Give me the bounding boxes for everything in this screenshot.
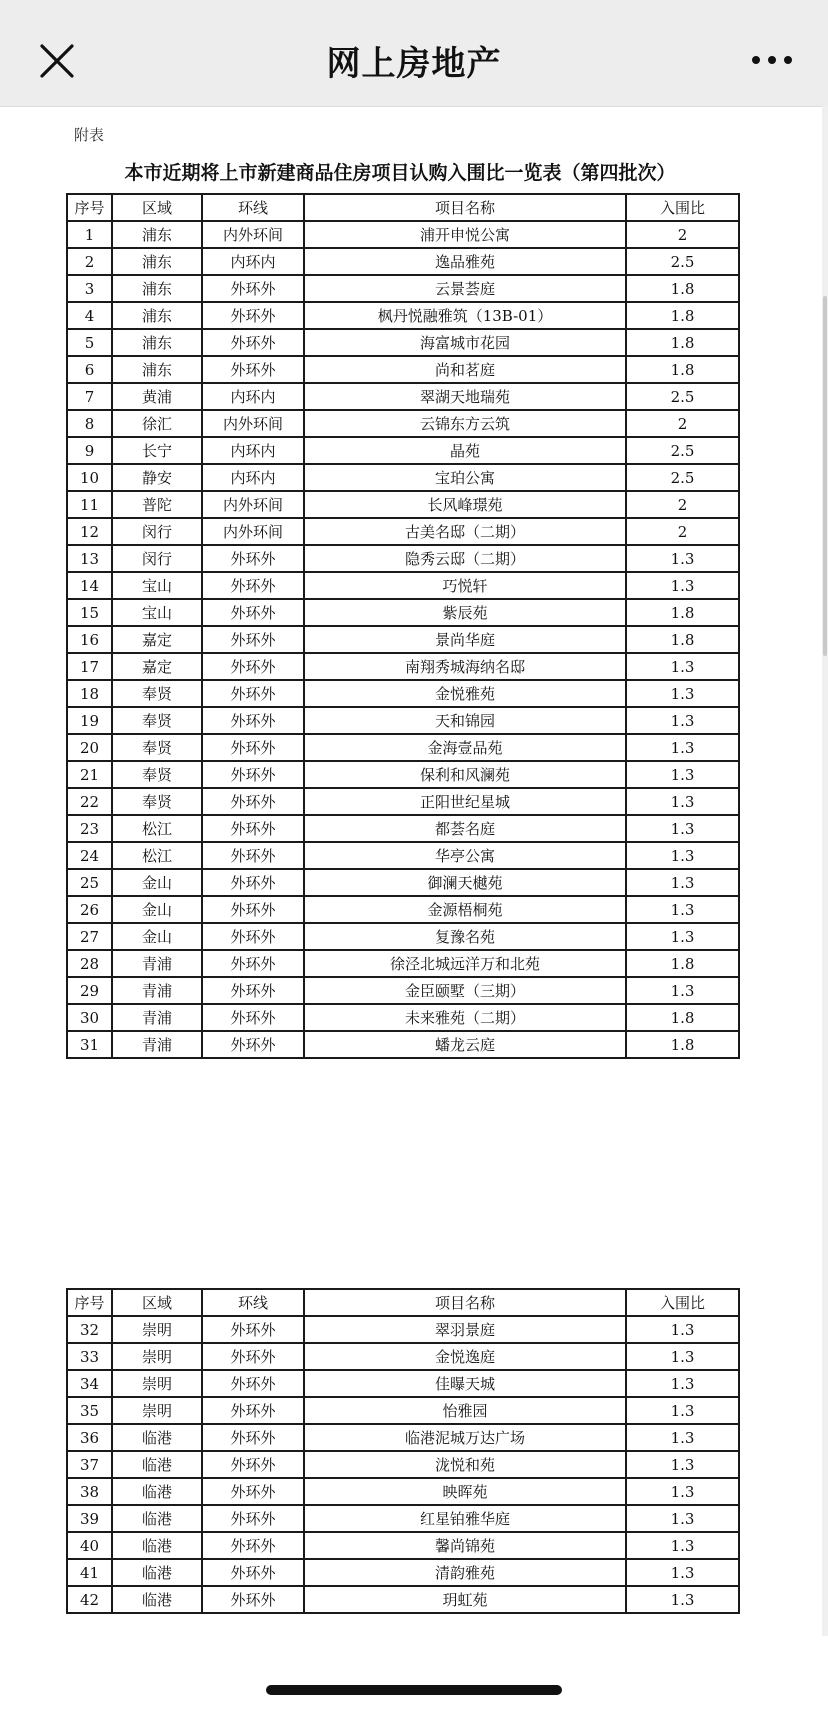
cell-project-name: 映晖苑 <box>304 1478 626 1505</box>
cell-project-name: 佳曝天城 <box>304 1370 626 1397</box>
table-row <box>67 734 739 761</box>
cell-project-name: 玥虹苑 <box>304 1586 626 1613</box>
cell-ratio: 1.3 <box>626 734 739 761</box>
cell-ratio: 1.3 <box>626 1424 739 1451</box>
cell-district: 临港 <box>112 1451 202 1478</box>
cell-district: 浦东 <box>112 356 202 383</box>
cell-district: 临港 <box>112 1586 202 1613</box>
cell-ratio: 2 <box>626 518 739 545</box>
cell-ratio: 1.8 <box>626 356 739 383</box>
cell-ratio: 2 <box>626 221 739 248</box>
table-row <box>67 653 739 680</box>
cell-project-name: 古美名邸（二期） <box>304 518 626 545</box>
cell-project-name: 紫辰苑 <box>304 599 626 626</box>
cell-project-name: 临港泥城万达广场 <box>304 1424 626 1451</box>
cell-district: 临港 <box>112 1424 202 1451</box>
cell-seq: 6 <box>67 356 112 383</box>
cell-ratio: 1.3 <box>626 842 739 869</box>
cell-project-name: 海富城市花园 <box>304 329 626 356</box>
cell-district: 浦东 <box>112 275 202 302</box>
cell-district: 奉贤 <box>112 707 202 734</box>
table-row <box>67 815 739 842</box>
cell-seq: 31 <box>67 1031 112 1058</box>
project-table-part2 <box>66 1288 740 1614</box>
header-ratio: 入围比 <box>626 194 739 221</box>
cell-seq: 22 <box>67 788 112 815</box>
cell-ring: 外环外 <box>202 275 304 302</box>
cell-seq: 35 <box>67 1397 112 1424</box>
cell-project-name: 金臣颐墅（三期） <box>304 977 626 1004</box>
cell-seq: 37 <box>67 1451 112 1478</box>
cell-project-name: 金源梧桐苑 <box>304 896 626 923</box>
cell-district: 闵行 <box>112 545 202 572</box>
cell-ratio: 1.8 <box>626 1031 739 1058</box>
cell-ratio: 1.3 <box>626 977 739 1004</box>
project-table-part1 <box>66 193 740 1059</box>
cell-ring: 外环外 <box>202 1505 304 1532</box>
cell-district: 崇明 <box>112 1397 202 1424</box>
cell-district: 松江 <box>112 842 202 869</box>
cell-ratio: 1.8 <box>626 950 739 977</box>
cell-ratio: 1.3 <box>626 1397 739 1424</box>
cell-project-name: 保利和风澜苑 <box>304 761 626 788</box>
cell-seq: 5 <box>67 329 112 356</box>
cell-seq: 38 <box>67 1478 112 1505</box>
table-row <box>67 1451 739 1478</box>
table-row <box>67 1478 739 1505</box>
cell-project-name: 清韵雅苑 <box>304 1559 626 1586</box>
appendix-label: 附表 <box>74 126 105 144</box>
table-row <box>67 410 739 437</box>
cell-ratio: 1.8 <box>626 626 739 653</box>
cell-ratio: 1.3 <box>626 1532 739 1559</box>
cell-district: 宝山 <box>112 572 202 599</box>
cell-ratio: 1.3 <box>626 1586 739 1613</box>
cell-ratio: 1.8 <box>626 1004 739 1031</box>
cell-seq: 42 <box>67 1586 112 1613</box>
cell-ratio: 1.3 <box>626 896 739 923</box>
cell-district: 青浦 <box>112 1004 202 1031</box>
cell-project-name: 翠羽景庭 <box>304 1316 626 1343</box>
cell-ring: 内外环间 <box>202 410 304 437</box>
table-row <box>67 896 739 923</box>
header-ratio: 入围比 <box>626 1289 739 1316</box>
table-header-row <box>67 1289 739 1316</box>
cell-project-name: 宝珀公寓 <box>304 464 626 491</box>
cell-ring: 内外环间 <box>202 491 304 518</box>
home-indicator[interactable] <box>266 1685 562 1695</box>
cell-seq: 14 <box>67 572 112 599</box>
cell-seq: 24 <box>67 842 112 869</box>
cell-district: 奉贤 <box>112 761 202 788</box>
cell-project-name: 翠湖天地瑞苑 <box>304 383 626 410</box>
cell-seq: 4 <box>67 302 112 329</box>
cell-project-name: 华亭公寓 <box>304 842 626 869</box>
table-row <box>67 1505 739 1532</box>
cell-district: 临港 <box>112 1478 202 1505</box>
cell-ratio: 1.3 <box>626 1505 739 1532</box>
cell-district: 奉贤 <box>112 788 202 815</box>
cell-ring: 内环内 <box>202 383 304 410</box>
table-header-row <box>67 194 739 221</box>
cell-project-name: 尚和茗庭 <box>304 356 626 383</box>
table-row <box>67 221 739 248</box>
cell-ring: 外环外 <box>202 1532 304 1559</box>
cell-ratio: 1.8 <box>626 302 739 329</box>
cell-seq: 3 <box>67 275 112 302</box>
cell-seq: 23 <box>67 815 112 842</box>
cell-ring: 外环外 <box>202 734 304 761</box>
cell-ring: 外环外 <box>202 896 304 923</box>
cell-seq: 40 <box>67 1532 112 1559</box>
cell-project-name: 馨尚锦苑 <box>304 1532 626 1559</box>
cell-project-name: 云锦东方云筑 <box>304 410 626 437</box>
cell-district: 嘉定 <box>112 653 202 680</box>
cell-ring: 外环外 <box>202 626 304 653</box>
cell-district: 临港 <box>112 1532 202 1559</box>
cell-ratio: 1.3 <box>626 1316 739 1343</box>
table-row <box>67 626 739 653</box>
cell-ratio: 1.3 <box>626 1478 739 1505</box>
cell-project-name: 未来雅苑（二期） <box>304 1004 626 1031</box>
cell-seq: 15 <box>67 599 112 626</box>
table-row <box>67 1532 739 1559</box>
more-icon[interactable] <box>748 48 796 72</box>
cell-ratio: 1.3 <box>626 815 739 842</box>
cell-ratio: 1.3 <box>626 761 739 788</box>
cell-ratio: 2 <box>626 410 739 437</box>
cell-ratio: 1.3 <box>626 1343 739 1370</box>
header-seq: 序号 <box>67 1289 112 1316</box>
table-row <box>67 923 739 950</box>
cell-ring: 内环内 <box>202 248 304 275</box>
cell-district: 松江 <box>112 815 202 842</box>
cell-ring: 内外环间 <box>202 221 304 248</box>
table-row <box>67 356 739 383</box>
cell-seq: 27 <box>67 923 112 950</box>
cell-ratio: 1.3 <box>626 923 739 950</box>
cell-district: 长宁 <box>112 437 202 464</box>
cell-ring: 外环外 <box>202 842 304 869</box>
cell-ring: 外环外 <box>202 599 304 626</box>
cell-seq: 7 <box>67 383 112 410</box>
cell-ring: 外环外 <box>202 977 304 1004</box>
cell-ring: 外环外 <box>202 815 304 842</box>
cell-project-name: 怡雅园 <box>304 1397 626 1424</box>
cell-project-name: 逸品雅苑 <box>304 248 626 275</box>
cell-ratio: 1.3 <box>626 788 739 815</box>
table-row <box>67 842 739 869</box>
cell-ring: 外环外 <box>202 545 304 572</box>
cell-district: 浦东 <box>112 221 202 248</box>
cell-district: 青浦 <box>112 950 202 977</box>
cell-district: 临港 <box>112 1505 202 1532</box>
table-row <box>67 248 739 275</box>
cell-seq: 19 <box>67 707 112 734</box>
cell-ratio: 1.8 <box>626 329 739 356</box>
cell-seq: 12 <box>67 518 112 545</box>
cell-ratio: 1.3 <box>626 1559 739 1586</box>
cell-seq: 20 <box>67 734 112 761</box>
header-district: 区域 <box>112 194 202 221</box>
cell-ratio: 1.3 <box>626 1451 739 1478</box>
cell-ring: 内环内 <box>202 464 304 491</box>
table-row <box>67 1424 739 1451</box>
table-row <box>67 1031 739 1058</box>
table-row <box>67 707 739 734</box>
cell-seq: 34 <box>67 1370 112 1397</box>
table-row <box>67 518 739 545</box>
cell-project-name: 红星铂雅华庭 <box>304 1505 626 1532</box>
table-row <box>67 1004 739 1031</box>
cell-district: 奉贤 <box>112 734 202 761</box>
cell-project-name: 都荟名庭 <box>304 815 626 842</box>
cell-ratio: 1.3 <box>626 869 739 896</box>
cell-ratio: 1.3 <box>626 680 739 707</box>
table-row <box>67 1559 739 1586</box>
table-row <box>67 950 739 977</box>
cell-ratio: 2.5 <box>626 464 739 491</box>
cell-ring: 外环外 <box>202 1424 304 1451</box>
cell-project-name: 云景荟庭 <box>304 275 626 302</box>
cell-seq: 36 <box>67 1424 112 1451</box>
cell-district: 青浦 <box>112 1031 202 1058</box>
cell-project-name: 隐秀云邸（二期） <box>304 545 626 572</box>
header-ring: 环线 <box>202 1289 304 1316</box>
table-row <box>67 680 739 707</box>
cell-project-name: 晶苑 <box>304 437 626 464</box>
cell-district: 浦东 <box>112 248 202 275</box>
cell-project-name: 天和锦园 <box>304 707 626 734</box>
cell-project-name: 巧悦轩 <box>304 572 626 599</box>
cell-district: 浦东 <box>112 329 202 356</box>
top-navbar <box>0 0 828 107</box>
header-project-name: 项目名称 <box>304 1289 626 1316</box>
cell-seq: 9 <box>67 437 112 464</box>
cell-seq: 18 <box>67 680 112 707</box>
cell-ratio: 1.3 <box>626 1370 739 1397</box>
cell-seq: 28 <box>67 950 112 977</box>
cell-ring: 外环外 <box>202 680 304 707</box>
cell-district: 闵行 <box>112 518 202 545</box>
scrollbar[interactable] <box>822 106 828 1636</box>
cell-seq: 21 <box>67 761 112 788</box>
cell-ratio: 1.3 <box>626 707 739 734</box>
cell-ring: 外环外 <box>202 788 304 815</box>
cell-seq: 33 <box>67 1343 112 1370</box>
cell-ratio: 1.8 <box>626 599 739 626</box>
cell-ring: 外环外 <box>202 1397 304 1424</box>
cell-seq: 30 <box>67 1004 112 1031</box>
cell-project-name: 枫丹悦融雅筑（13B-01） <box>304 302 626 329</box>
cell-ring: 外环外 <box>202 1370 304 1397</box>
cell-seq: 1 <box>67 221 112 248</box>
cell-ring: 外环外 <box>202 1586 304 1613</box>
table-row <box>67 1316 739 1343</box>
table-row <box>67 491 739 518</box>
table-row <box>67 275 739 302</box>
cell-project-name: 金悦逸庭 <box>304 1343 626 1370</box>
cell-ring: 内外环间 <box>202 518 304 545</box>
cell-district: 宝山 <box>112 599 202 626</box>
cell-ring: 外环外 <box>202 572 304 599</box>
cell-district: 崇明 <box>112 1316 202 1343</box>
cell-project-name: 金悦雅苑 <box>304 680 626 707</box>
header-project-name: 项目名称 <box>304 194 626 221</box>
cell-seq: 17 <box>67 653 112 680</box>
scrollbar-thumb[interactable] <box>823 296 827 656</box>
cell-ring: 外环外 <box>202 869 304 896</box>
cell-seq: 16 <box>67 626 112 653</box>
cell-project-name: 徐泾北城远洋万和北苑 <box>304 950 626 977</box>
cell-seq: 41 <box>67 1559 112 1586</box>
cell-ring: 外环外 <box>202 356 304 383</box>
cell-project-name: 正阳世纪星城 <box>304 788 626 815</box>
table-row <box>67 437 739 464</box>
table-row <box>67 977 739 1004</box>
table-row <box>67 599 739 626</box>
cell-district: 奉贤 <box>112 680 202 707</box>
cell-seq: 25 <box>67 869 112 896</box>
cell-district: 金山 <box>112 896 202 923</box>
cell-district: 金山 <box>112 923 202 950</box>
cell-project-name: 金海壹品苑 <box>304 734 626 761</box>
cell-ring: 外环外 <box>202 653 304 680</box>
cell-project-name: 浦开申悦公寓 <box>304 221 626 248</box>
cell-ring: 外环外 <box>202 1478 304 1505</box>
cell-district: 徐汇 <box>112 410 202 437</box>
cell-district: 崇明 <box>112 1343 202 1370</box>
cell-ratio: 1.8 <box>626 275 739 302</box>
cell-ring: 外环外 <box>202 329 304 356</box>
table-row <box>67 545 739 572</box>
table-row <box>67 869 739 896</box>
cell-ring: 外环外 <box>202 1031 304 1058</box>
cell-project-name: 御澜天樾苑 <box>304 869 626 896</box>
cell-project-name: 长风峰璟苑 <box>304 491 626 518</box>
page-title: 网上房地产 <box>326 44 502 84</box>
cell-ratio: 2 <box>626 491 739 518</box>
cell-project-name: 南翔秀城海纳名邸 <box>304 653 626 680</box>
cell-seq: 13 <box>67 545 112 572</box>
header-seq: 序号 <box>67 194 112 221</box>
cell-district: 黄浦 <box>112 383 202 410</box>
cell-seq: 8 <box>67 410 112 437</box>
cell-seq: 32 <box>67 1316 112 1343</box>
cell-seq: 39 <box>67 1505 112 1532</box>
cell-project-name: 泷悦和苑 <box>304 1451 626 1478</box>
cell-district: 临港 <box>112 1559 202 1586</box>
cell-seq: 10 <box>67 464 112 491</box>
cell-district: 浦东 <box>112 302 202 329</box>
cell-project-name: 复豫名苑 <box>304 923 626 950</box>
cell-ring: 内环内 <box>202 437 304 464</box>
cell-district: 崇明 <box>112 1370 202 1397</box>
table-row <box>67 1397 739 1424</box>
cell-seq: 29 <box>67 977 112 1004</box>
cell-ratio: 2.5 <box>626 248 739 275</box>
table-row <box>67 1343 739 1370</box>
header-district: 区域 <box>112 1289 202 1316</box>
table-row <box>67 302 739 329</box>
table-row <box>67 383 739 410</box>
cell-ring: 外环外 <box>202 950 304 977</box>
table-row <box>67 761 739 788</box>
cell-project-name: 景尚华庭 <box>304 626 626 653</box>
table-row <box>67 464 739 491</box>
cell-ring: 外环外 <box>202 1316 304 1343</box>
cell-ratio: 1.3 <box>626 572 739 599</box>
cell-district: 金山 <box>112 869 202 896</box>
cell-ring: 外环外 <box>202 1004 304 1031</box>
table-title: 本市近期将上市新建商品住房项目认购入围比一览表（第四批次） <box>124 162 676 184</box>
cell-seq: 26 <box>67 896 112 923</box>
cell-ring: 外环外 <box>202 1343 304 1370</box>
header-ring: 环线 <box>202 194 304 221</box>
cell-project-name: 蟠龙云庭 <box>304 1031 626 1058</box>
cell-seq: 11 <box>67 491 112 518</box>
cell-district: 青浦 <box>112 977 202 1004</box>
cell-ratio: 1.3 <box>626 653 739 680</box>
table-row <box>67 1586 739 1613</box>
cell-district: 嘉定 <box>112 626 202 653</box>
cell-ring: 外环外 <box>202 761 304 788</box>
cell-ring: 外环外 <box>202 1559 304 1586</box>
table-row <box>67 572 739 599</box>
cell-ring: 外环外 <box>202 923 304 950</box>
cell-district: 静安 <box>112 464 202 491</box>
table-row <box>67 329 739 356</box>
cell-district: 普陀 <box>112 491 202 518</box>
table-row <box>67 1370 739 1397</box>
cell-ratio: 1.3 <box>626 545 739 572</box>
cell-ratio: 2.5 <box>626 437 739 464</box>
cell-ring: 外环外 <box>202 707 304 734</box>
cell-ratio: 2.5 <box>626 383 739 410</box>
cell-seq: 2 <box>67 248 112 275</box>
cell-ring: 外环外 <box>202 302 304 329</box>
table-row <box>67 788 739 815</box>
cell-ring: 外环外 <box>202 1451 304 1478</box>
